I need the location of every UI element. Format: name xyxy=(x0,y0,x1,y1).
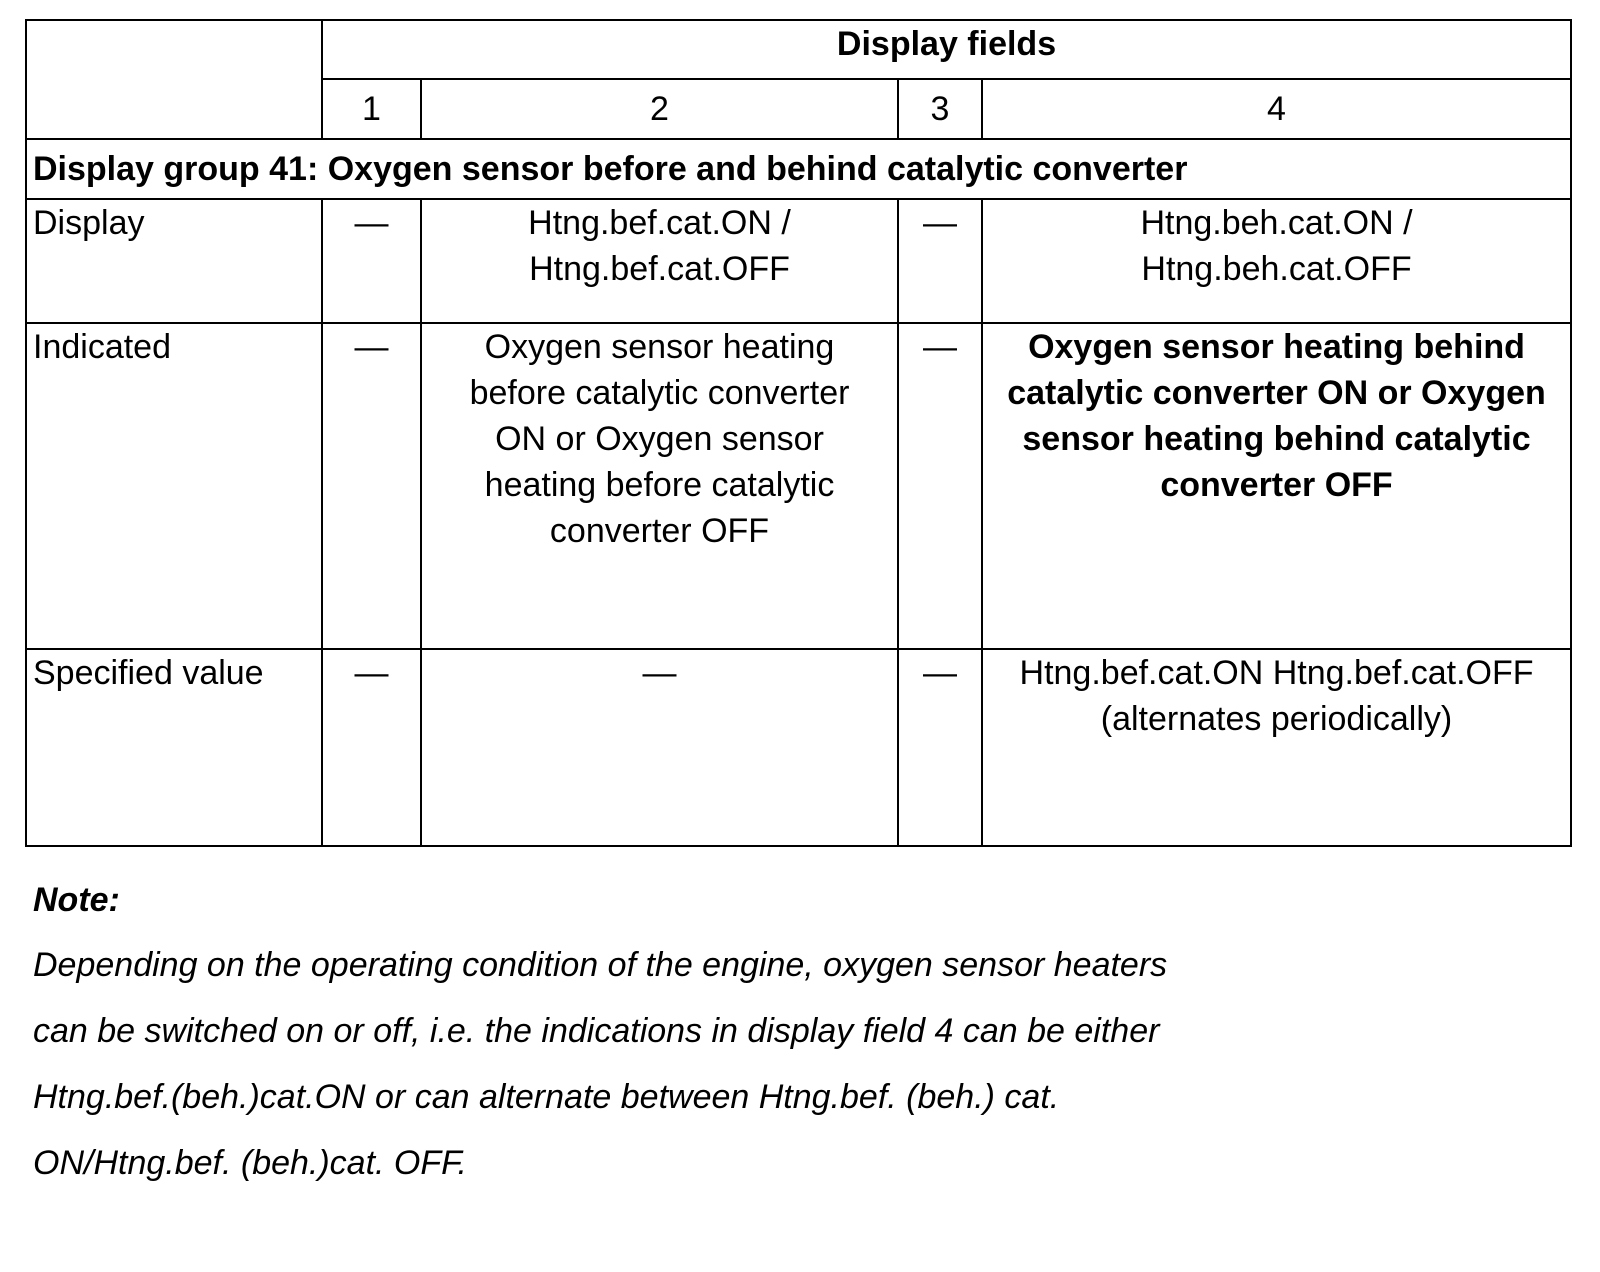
note-line: Htng.bef.(beh.)cat.ON or can alternate between Htng.bef. (beh.) cat. xyxy=(33,1078,1060,1116)
display-field-4-line-2: Htng.beh.cat.OFF xyxy=(1141,250,1412,288)
display-field-1: — xyxy=(322,199,421,323)
empty-header-cell xyxy=(26,20,322,139)
field-number-4: 4 xyxy=(982,79,1571,139)
note-title: Note: xyxy=(33,881,120,919)
table-row xyxy=(26,323,1571,649)
indicated-field-3: — xyxy=(898,323,982,649)
display-group-table xyxy=(25,19,1572,847)
specified-field-1: — xyxy=(322,649,421,846)
indicated-field-4: Oxygen sensor heating behind catalytic converter ON or Oxygen sensor heating behind catalytic converter OFF xyxy=(982,323,1571,649)
field-number-1: 1 xyxy=(322,79,421,139)
display-field-2-line-1: Htng.bef.cat.ON / xyxy=(528,204,791,242)
specified-field-4 xyxy=(982,649,1571,846)
specified-field-4-line-2: (alternates periodically) xyxy=(1100,700,1453,738)
note-line: Depending on the operating condition of the engine, oxygen sensor heaters xyxy=(33,946,1168,984)
display-field-4-line-1: Htng.beh.cat.ON / xyxy=(1140,204,1413,242)
table-row xyxy=(26,649,1571,846)
display-group-title: Display group 41: Oxygen sensor before and behind catalytic converter xyxy=(26,139,1571,199)
note-line: can be switched on or off, i.e. the indications in display field 4 can be either xyxy=(33,1012,1160,1050)
note-line: ON/Htng.bef. (beh.)cat. OFF. xyxy=(33,1144,467,1182)
table-row xyxy=(26,199,1571,323)
specified-field-2: — xyxy=(421,649,898,846)
row-label-indicated: Indicated xyxy=(26,323,322,649)
specified-field-3: — xyxy=(898,649,982,846)
specified-field-4-line-1: Htng.bef.cat.ON Htng.bef.cat.OFF xyxy=(1019,654,1534,692)
field-number-2: 2 xyxy=(421,79,898,139)
display-field-2-line-2: Htng.bef.cat.OFF xyxy=(529,250,790,288)
indicated-field-2: Oxygen sensor heating before catalytic converter ON or Oxygen sensor heating before catalytic converter OFF xyxy=(421,323,898,649)
indicated-field-1: — xyxy=(322,323,421,649)
note-block xyxy=(33,882,1353,1196)
row-label-display: Display xyxy=(26,199,322,323)
display-field-4 xyxy=(982,199,1571,323)
display-field-3: — xyxy=(898,199,982,323)
field-number-3: 3 xyxy=(898,79,982,139)
display-field-2 xyxy=(421,199,898,323)
row-label-specified-value: Specified value xyxy=(26,649,322,846)
display-fields-header: Display fields xyxy=(322,20,1571,79)
